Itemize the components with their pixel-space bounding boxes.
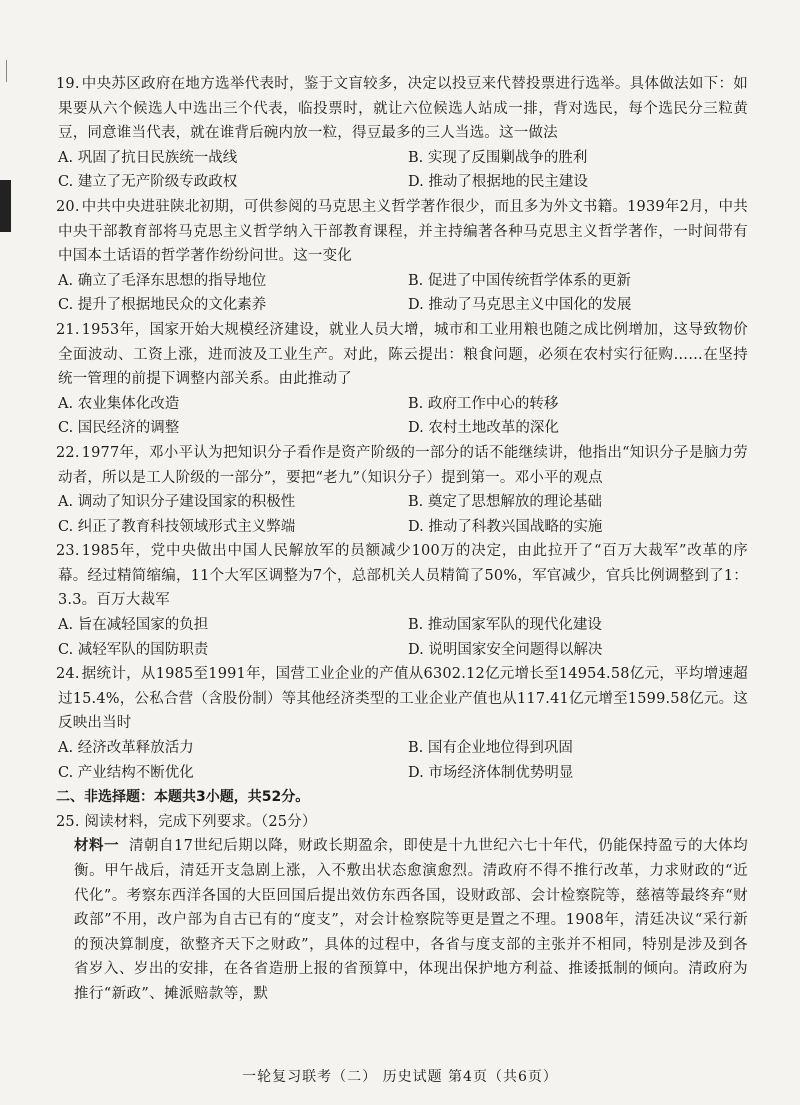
option-d: D. 推动了根据地的民主建设 bbox=[408, 174, 588, 191]
question-25-intro: 25. 阅读材料，完成下列要求。（25分） bbox=[56, 813, 317, 830]
question-number: 19. bbox=[56, 76, 80, 92]
option-a: A. 确立了毛泽东思想的指导地位 bbox=[58, 272, 267, 289]
stem-text: 中共中央进驻陕北初期，可供参阅的马克思主义哲学著作很少，而且多为外文书籍。1939年2月，中共中央干部教育部将马克思主义哲学纳入干部教育课程，并主持编著各种马克思主义哲学著作，一时间带有中国本土话语的哲学著作纷纷问世。这一变化 bbox=[58, 198, 748, 265]
option-d: D. 农村土地改革的深化 bbox=[408, 420, 559, 437]
option-c: C. 提升了根据地民众的文化素养 bbox=[58, 297, 267, 314]
scan-tick-mark bbox=[6, 60, 7, 82]
question-stem bbox=[58, 539, 748, 613]
question-stem bbox=[58, 662, 748, 736]
question-number: 20. bbox=[56, 198, 80, 215]
options bbox=[58, 146, 748, 195]
question-stem bbox=[58, 318, 748, 392]
option-b: B. 政府工作中心的转移 bbox=[408, 395, 559, 412]
option-c: C. 纠正了教育科技领域形式主义弊端 bbox=[58, 518, 296, 535]
question-24 bbox=[58, 662, 748, 785]
option-c: C. 产业结构不断优化 bbox=[58, 764, 194, 781]
option-b: B. 奠定了思想解放的理论基础 bbox=[408, 494, 602, 511]
question-22 bbox=[58, 441, 748, 539]
section-heading: 二、非选择题：本题共3小题，共52分。 bbox=[56, 789, 310, 806]
option-d: D. 说明国家安全问题得以解决 bbox=[408, 641, 603, 658]
question-number: 21. bbox=[56, 321, 80, 338]
option-d: D. 市场经济体制优势明显 bbox=[408, 764, 574, 781]
option-d: D. 推动了马克思主义中国化的发展 bbox=[408, 297, 632, 314]
page-footer: 一轮复习联考（二） 历史试题 第4页（共6页） bbox=[242, 1069, 558, 1085]
option-c: C. 国民经济的调整 bbox=[58, 420, 180, 437]
options bbox=[58, 736, 748, 785]
option-a: A. 巩固了抗日民族统一战线 bbox=[58, 149, 238, 166]
question-stem bbox=[58, 195, 748, 269]
options bbox=[58, 392, 748, 441]
option-b: B. 促进了中国传统哲学体系的更新 bbox=[408, 272, 631, 289]
question-21 bbox=[58, 318, 748, 441]
options bbox=[58, 269, 748, 318]
stem-text: 1985年，党中央做出中国人民解放军的员额减少100万的决定，由此拉开了“百万大裁军”改革的序幕。经过精简缩编，11个大军区调整为7个，总部机关人员精简了50%，军官减少，官兵比例调整到了1：3.3。百万大裁军 bbox=[58, 543, 748, 609]
stem-text: 中央苏区政府在地方选举代表时，鉴于文盲较多，决定以投豆来代替投票进行选举。具体做法如下：如果要从六个候选人中选出三个代表，临投票时，就让六位候选人站成一排，背对选民，每个选民分三粒黄豆，同意谁当代表，就在谁背后碗内放一粒，得豆最多的三人当选。这一做法 bbox=[58, 76, 748, 142]
material-one bbox=[58, 834, 748, 1006]
option-b: B. 实现了反围剿战争的胜利 bbox=[408, 149, 588, 166]
question-stem bbox=[58, 441, 748, 490]
material-text: 清朝自17世纪后期以降，财政长期盈余，即使是十九世纪六七十年代，仍能保持盈亏的大体均衡。甲午战后，清廷开支急剧上涨，入不敷出状态愈演愈烈。清政府不得不推行改革，力求财政的“近代化”。考察东西洋各国的大臣回国后提出效仿东西各国，设财政部、会计检察院等，慈禧等最终弃“财政部”不用，改户部为自古已有的“度支”，对会计检察院等更是置之不理。1908年，清廷决议“采行新的预决算制度，欲整齐天下之财政”，具体的过程中，各省与度支部的主张并不相同，特别是涉及到各省岁入、岁出的安排，在各省造册上报的省预算中，体现出保护地方利益、推诿抵制的倾向。清政府为推行“新政”、摊派赔款等，默 bbox=[74, 838, 748, 1002]
question-23 bbox=[58, 539, 748, 662]
option-a: A. 旨在减轻国家的负担 bbox=[58, 617, 209, 634]
option-b: B. 推动国家军队的现代化建设 bbox=[408, 617, 602, 634]
option-a: A. 农业集体化改造 bbox=[58, 395, 180, 412]
question-number: 22. bbox=[56, 444, 80, 461]
question-number: 24. bbox=[56, 666, 80, 683]
scan-binding-mark bbox=[0, 180, 11, 232]
option-a: A. 经济改革释放活力 bbox=[58, 740, 194, 757]
options bbox=[58, 490, 748, 539]
question-20 bbox=[58, 195, 748, 318]
option-d: D. 推动了科教兴国战略的实施 bbox=[408, 518, 603, 535]
option-b: B. 国有企业地位得到巩固 bbox=[408, 740, 573, 757]
option-c: C. 建立了无产阶级专政政权 bbox=[58, 174, 238, 191]
stem-text: 据统计，从1985至1991年，国营工业企业的产值从6302.12亿元增长至14954.58亿元，平均增速超过15.4%，公私合营（含股份制）等其他经济类型的工业企业产值也从117.41亿元增至1599.58亿元。这反映出当时 bbox=[58, 666, 748, 732]
stem-text: 1953年，国家开始大规模经济建设，就业人员大增，城市和工业用粮也随之成比例增加，这导致物价全面波动、工资上涨，进而波及工业生产。对此，陈云提出：粮食问题，必须在农村实行征购……在坚持统一管理的前提下调整内部关系。由此推动了 bbox=[58, 321, 748, 388]
question-stem bbox=[58, 72, 748, 146]
stem-text: 1977年，邓小平认为把知识分子看作是资产阶级的一部分的话不能继续讲，他指出“知识分子是脑力劳动者，所以是工人阶级的一部分”，要把“老九”（知识分子）提到第一。邓小平的观点 bbox=[58, 444, 748, 486]
material-label: 材料一 bbox=[74, 838, 119, 855]
option-a: A. 调动了知识分子建设国家的积极性 bbox=[58, 494, 296, 511]
question-number: 23. bbox=[56, 543, 80, 560]
option-c: C. 减轻军队的国防职责 bbox=[58, 641, 209, 658]
options bbox=[58, 613, 748, 662]
question-content bbox=[58, 72, 748, 1007]
question-19 bbox=[58, 72, 748, 195]
